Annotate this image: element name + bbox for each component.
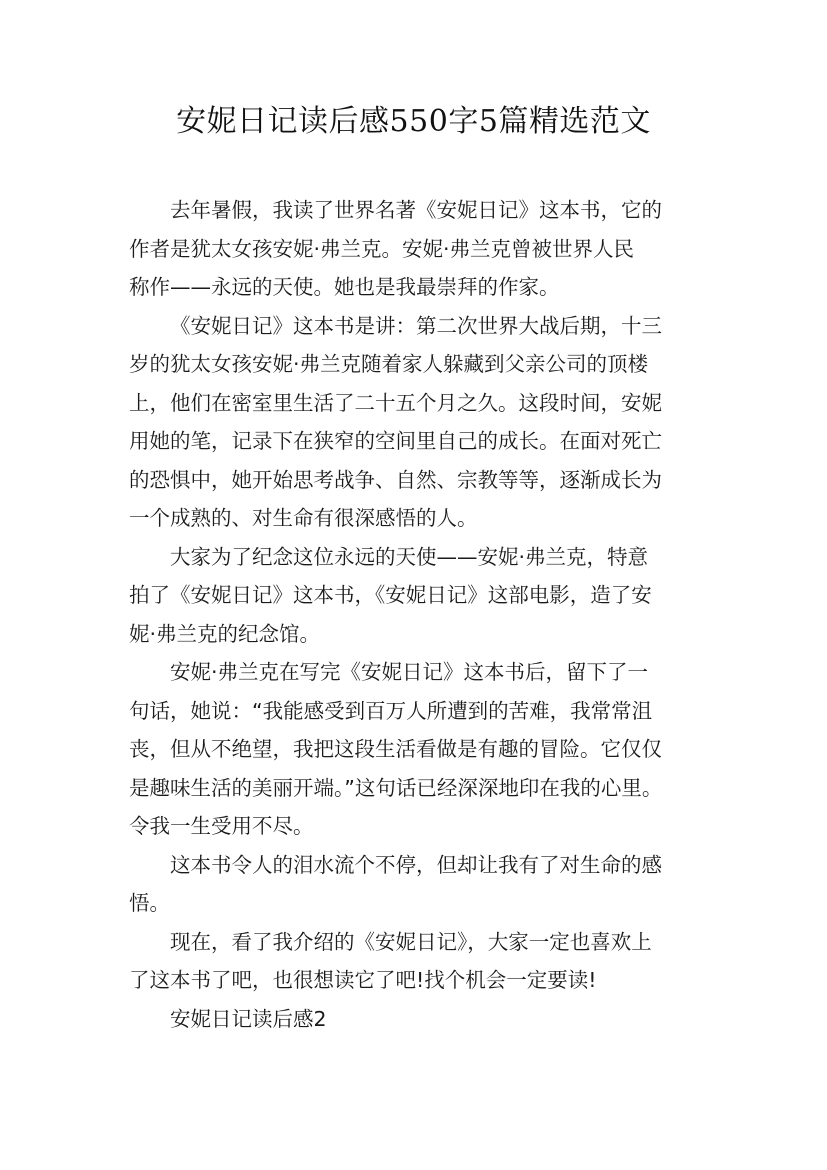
paragraph-line: 拍了《安妮日记》这本书，《安妮日记》这部电影，造了安: [129, 583, 652, 607]
paragraph-line: 上，他们在密室里生活了二十五个月之久。这段时间，安妮: [129, 390, 662, 415]
paragraph-line: 丧，但从不绝望，我把这段生活看做是有趣的冒险。它仅仅: [129, 737, 662, 761]
paragraph-line: 《安妮日记》这本书是讲：第二次世界大战后期，十三: [170, 313, 662, 338]
paragraph-line: 大家为了纪念这位永远的天使——安妮·弗兰克，特意: [170, 544, 649, 569]
paragraph-line: 去年暑假，我读了世界名著《安妮日记》这本书，它的: [170, 198, 662, 222]
paragraph-line: 用她的笔，记录下在狭窄的空间里自己的成长。在面对死亡: [129, 429, 662, 453]
paragraph-line: 安妮·弗兰克在写完《安妮日记》这本书后，留下了一: [170, 660, 649, 684]
paragraph: [129, 923, 729, 1000]
paragraph-line: 现在，看了我介绍的《安妮日记》，大家一定也喜欢上: [170, 929, 652, 954]
paragraph: [129, 191, 729, 307]
paragraph-line: 岁的犹太女孩安妮·弗兰克随着家人躲藏到父亲公司的顶楼: [129, 352, 649, 376]
paragraph: [129, 1000, 729, 1039]
paragraph-line: 这本书令人的泪水流个不停，但却让我有了对生命的感: [170, 852, 662, 877]
paragraph-line: 称作——永远的天使。她也是我最崇拜的作家。: [129, 275, 560, 299]
paragraph-line: 一个成熟的、对生命有很深感悟的人。: [129, 506, 478, 530]
paragraph-line: 作者是犹太女孩安妮·弗兰克。安妮·弗兰克曾被世界人民: [129, 236, 635, 261]
paragraph: [129, 846, 729, 923]
paragraph: [129, 653, 729, 846]
document-body: [129, 191, 729, 1038]
paragraph-line: 的恐惧中，她开始思考战争、自然、宗教等等，逐渐成长为: [129, 467, 662, 492]
paragraph-line: 悟。: [129, 891, 170, 915]
paragraph-line: 令我一生受用不尽。: [129, 814, 314, 838]
paragraph-line: 了这本书了吧，也很想读它了吧!找个机会一定要读!: [129, 968, 597, 992]
paragraph: [129, 538, 729, 654]
document-title: 安妮日记读后感550字5篇精选范文: [176, 104, 651, 139]
paragraph-line: 妮·弗兰克的纪念馆。: [129, 621, 321, 646]
paragraph-line: 是趣味生活的美丽开端。”这句话已经深深地印在我的心里。: [129, 775, 663, 800]
paragraph-line: 句话，她说：“我能感受到百万人所遭到的苦难，我常常沮: [129, 698, 653, 723]
paragraph-line: 安妮日记读后感2: [170, 1006, 327, 1031]
paragraph: [129, 307, 729, 538]
